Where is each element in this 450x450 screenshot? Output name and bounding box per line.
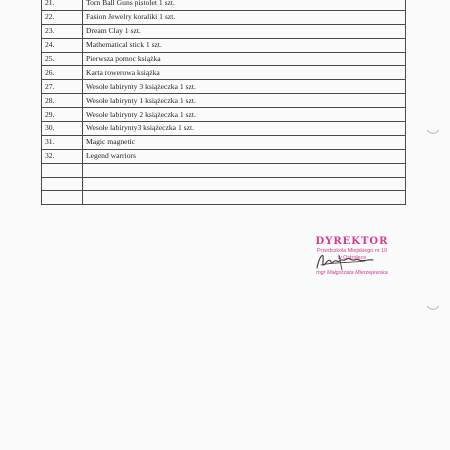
item-number: 29. [42,108,83,122]
table-row [42,108,406,122]
table-row [42,24,406,38]
table-row [42,52,406,66]
stamp-organization: Przedszkola Miejskiego nr 10 [316,248,388,254]
item-number: 27. [42,80,83,94]
handwritten-signature [313,250,383,274]
stamp-city: w Ostrołęce [337,255,367,261]
table-row [42,122,406,136]
item-number: 25. [42,52,83,66]
table-row [42,10,406,24]
punch-hole-mark-upper [426,128,440,136]
table-row [42,0,406,10]
table-row [42,163,406,177]
item-number [42,191,83,205]
table-row [42,191,406,205]
item-number: 32. [42,149,83,163]
item-name: Magic magnetic [83,135,406,149]
item-name [83,163,406,177]
item-name: Karta rowerowa książka [83,66,406,80]
table-row [42,135,406,149]
item-number: 31. [42,135,83,149]
item-name [83,177,406,191]
item-number: 28. [42,94,83,108]
item-name: Wesołe labirynty 1 książeczka 1 szt. [83,94,406,108]
item-name: Mathematical stick 1 szt. [83,38,406,52]
item-name: Wesołe labirynty3 książeczka 1 szt. [83,122,406,136]
table-row [42,149,406,163]
items-table [41,0,406,205]
item-number [42,163,83,177]
item-name: Wesołe labirynty 3 książeczka 1 szt. [83,80,406,94]
item-number: 26. [42,66,83,80]
item-number: 30. [42,122,83,136]
item-number: 22. [42,10,83,24]
punch-hole-mark-lower [426,304,440,312]
table-row [42,38,406,52]
table-row [42,80,406,94]
item-number [42,177,83,191]
item-name [83,191,406,205]
item-name: Torn Ball Guns pistolet 1 szt. [83,0,406,10]
items-table-body [42,0,406,205]
table-row [42,94,406,108]
item-number: 21. [42,0,83,10]
table-row [42,66,406,80]
item-name: Legend warriors [83,149,406,163]
item-number: 23. [42,24,83,38]
stamp-director-name: mgr Małgorzata Mierzejewska [316,270,388,276]
item-name: Wesołe labirynty 2 książeczka 1 szt. [83,108,406,122]
item-name: Pierwsza pomoc książka [83,52,406,66]
item-name: Fasion Jewelry koraliki 1 szt. [83,10,406,24]
item-name: Dream Clay 1 szt. [83,24,406,38]
table-row [42,177,406,191]
stamp-title: DYREKTOR [315,236,389,247]
item-number: 24. [42,38,83,52]
